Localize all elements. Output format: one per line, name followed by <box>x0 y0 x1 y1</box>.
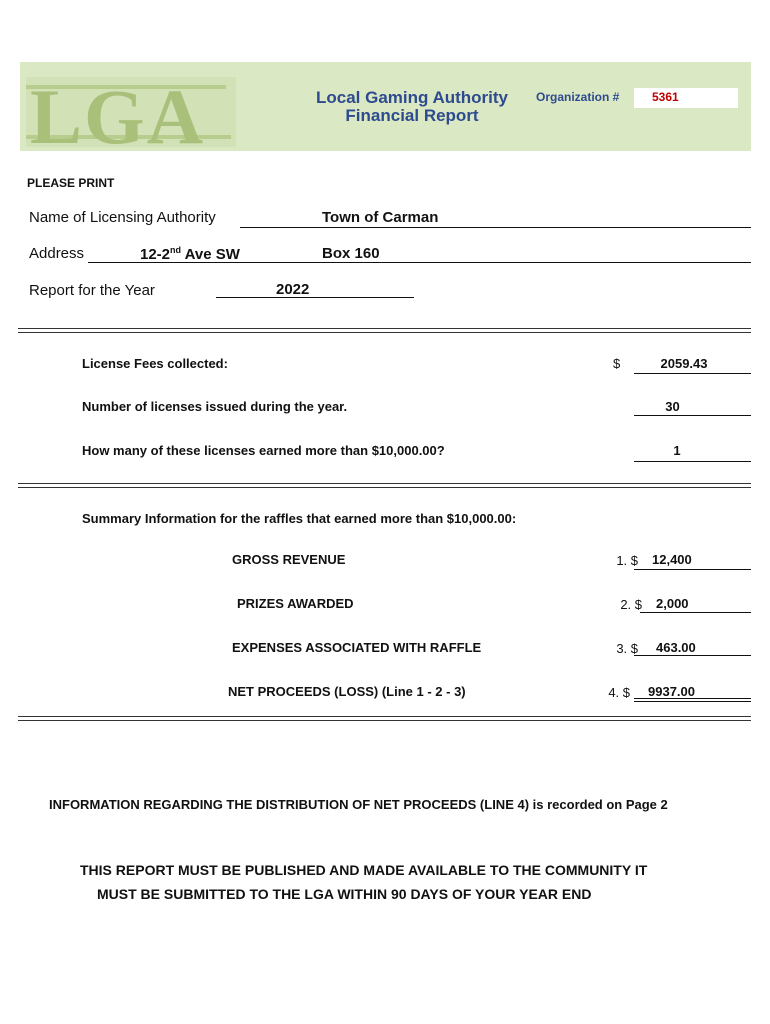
year-label: Report for the Year <box>29 282 155 299</box>
section-divider-1 <box>18 328 751 333</box>
address-ordinal: nd <box>170 245 182 255</box>
gross-revenue-label: GROSS REVENUE <box>232 552 346 567</box>
expenses-line-number: 3. $ <box>616 641 638 656</box>
authority-value[interactable]: Town of Carman <box>322 209 439 226</box>
distribution-notice: INFORMATION REGARDING THE DISTRIBUTION OF NET PROCEEDS (LINE 4) is recorded on Page 2 <box>49 797 668 812</box>
fees-label: License Fees collected: <box>82 356 228 371</box>
expenses-underline <box>634 655 751 656</box>
report-title-line2: Financial Report <box>345 106 479 125</box>
fees-currency: $ <box>613 356 621 371</box>
address-line1[interactable] <box>140 245 240 263</box>
year-value[interactable]: 2022 <box>276 281 310 298</box>
report-header <box>20 62 751 151</box>
section-divider-3 <box>18 716 751 721</box>
authority-label: Name of Licensing Authority <box>29 209 216 226</box>
net-proceeds-line-number: 4. $ <box>608 685 630 700</box>
over-10k-value[interactable]: 1 <box>673 443 681 458</box>
publish-notice-line2: MUST BE SUBMITTED TO THE LGA WITHIN 90 DAYS OF YOUR YEAR END <box>97 886 592 902</box>
issued-value[interactable]: 30 <box>665 399 680 414</box>
issued-label: Number of licenses issued during the year. <box>82 399 348 414</box>
net-proceeds-label: NET PROCEEDS (LOSS) (Line 1 - 2 - 3) <box>228 684 466 699</box>
fees-underline <box>634 373 751 374</box>
gross-revenue-underline <box>634 569 751 570</box>
prizes-awarded-value[interactable]: 2,000 <box>656 596 689 611</box>
address-number: 12-2 <box>140 246 171 263</box>
please-print-note: PLEASE PRINT <box>27 176 115 190</box>
organization-number: 5361 <box>652 90 679 104</box>
summary-heading: Summary Information for the raffles that earned more than $10,000.00: <box>82 511 517 526</box>
prizes-awarded-label: PRIZES AWARDED <box>237 596 354 611</box>
address-label: Address <box>29 245 85 262</box>
fees-value[interactable]: 2059.43 <box>660 356 708 371</box>
section-divider-2 <box>18 483 751 488</box>
report-title-line1: Local Gaming Authority <box>315 88 509 107</box>
gross-revenue-line-number: 1. $ <box>616 553 638 568</box>
lga-logo <box>26 77 236 147</box>
address-line2[interactable]: Box 160 <box>322 245 380 262</box>
svg-text:LGA: LGA <box>30 77 206 147</box>
issued-underline <box>634 415 751 416</box>
year-underline <box>216 297 414 298</box>
prizes-awarded-line-number: 2. $ <box>620 597 642 612</box>
expenses-value[interactable]: 463.00 <box>656 640 696 655</box>
prizes-awarded-underline <box>640 612 751 613</box>
address-street: Ave SW <box>181 246 240 263</box>
authority-underline <box>240 227 751 228</box>
expenses-label: EXPENSES ASSOCIATED WITH RAFFLE <box>232 640 482 655</box>
organization-label: Organization # <box>536 90 620 104</box>
publish-notice-line1: THIS REPORT MUST BE PUBLISHED AND MADE AVAILABLE TO THE COMMUNITY IT <box>80 862 648 878</box>
organization-number-field[interactable] <box>634 88 738 108</box>
gross-revenue-value[interactable]: 12,400 <box>652 552 692 567</box>
net-proceeds-double-underline <box>634 698 751 702</box>
net-proceeds-value[interactable]: 9937.00 <box>648 684 695 699</box>
over-10k-label: How many of these licenses earned more than $10,000.00? <box>82 443 445 458</box>
over-10k-underline <box>634 461 751 462</box>
